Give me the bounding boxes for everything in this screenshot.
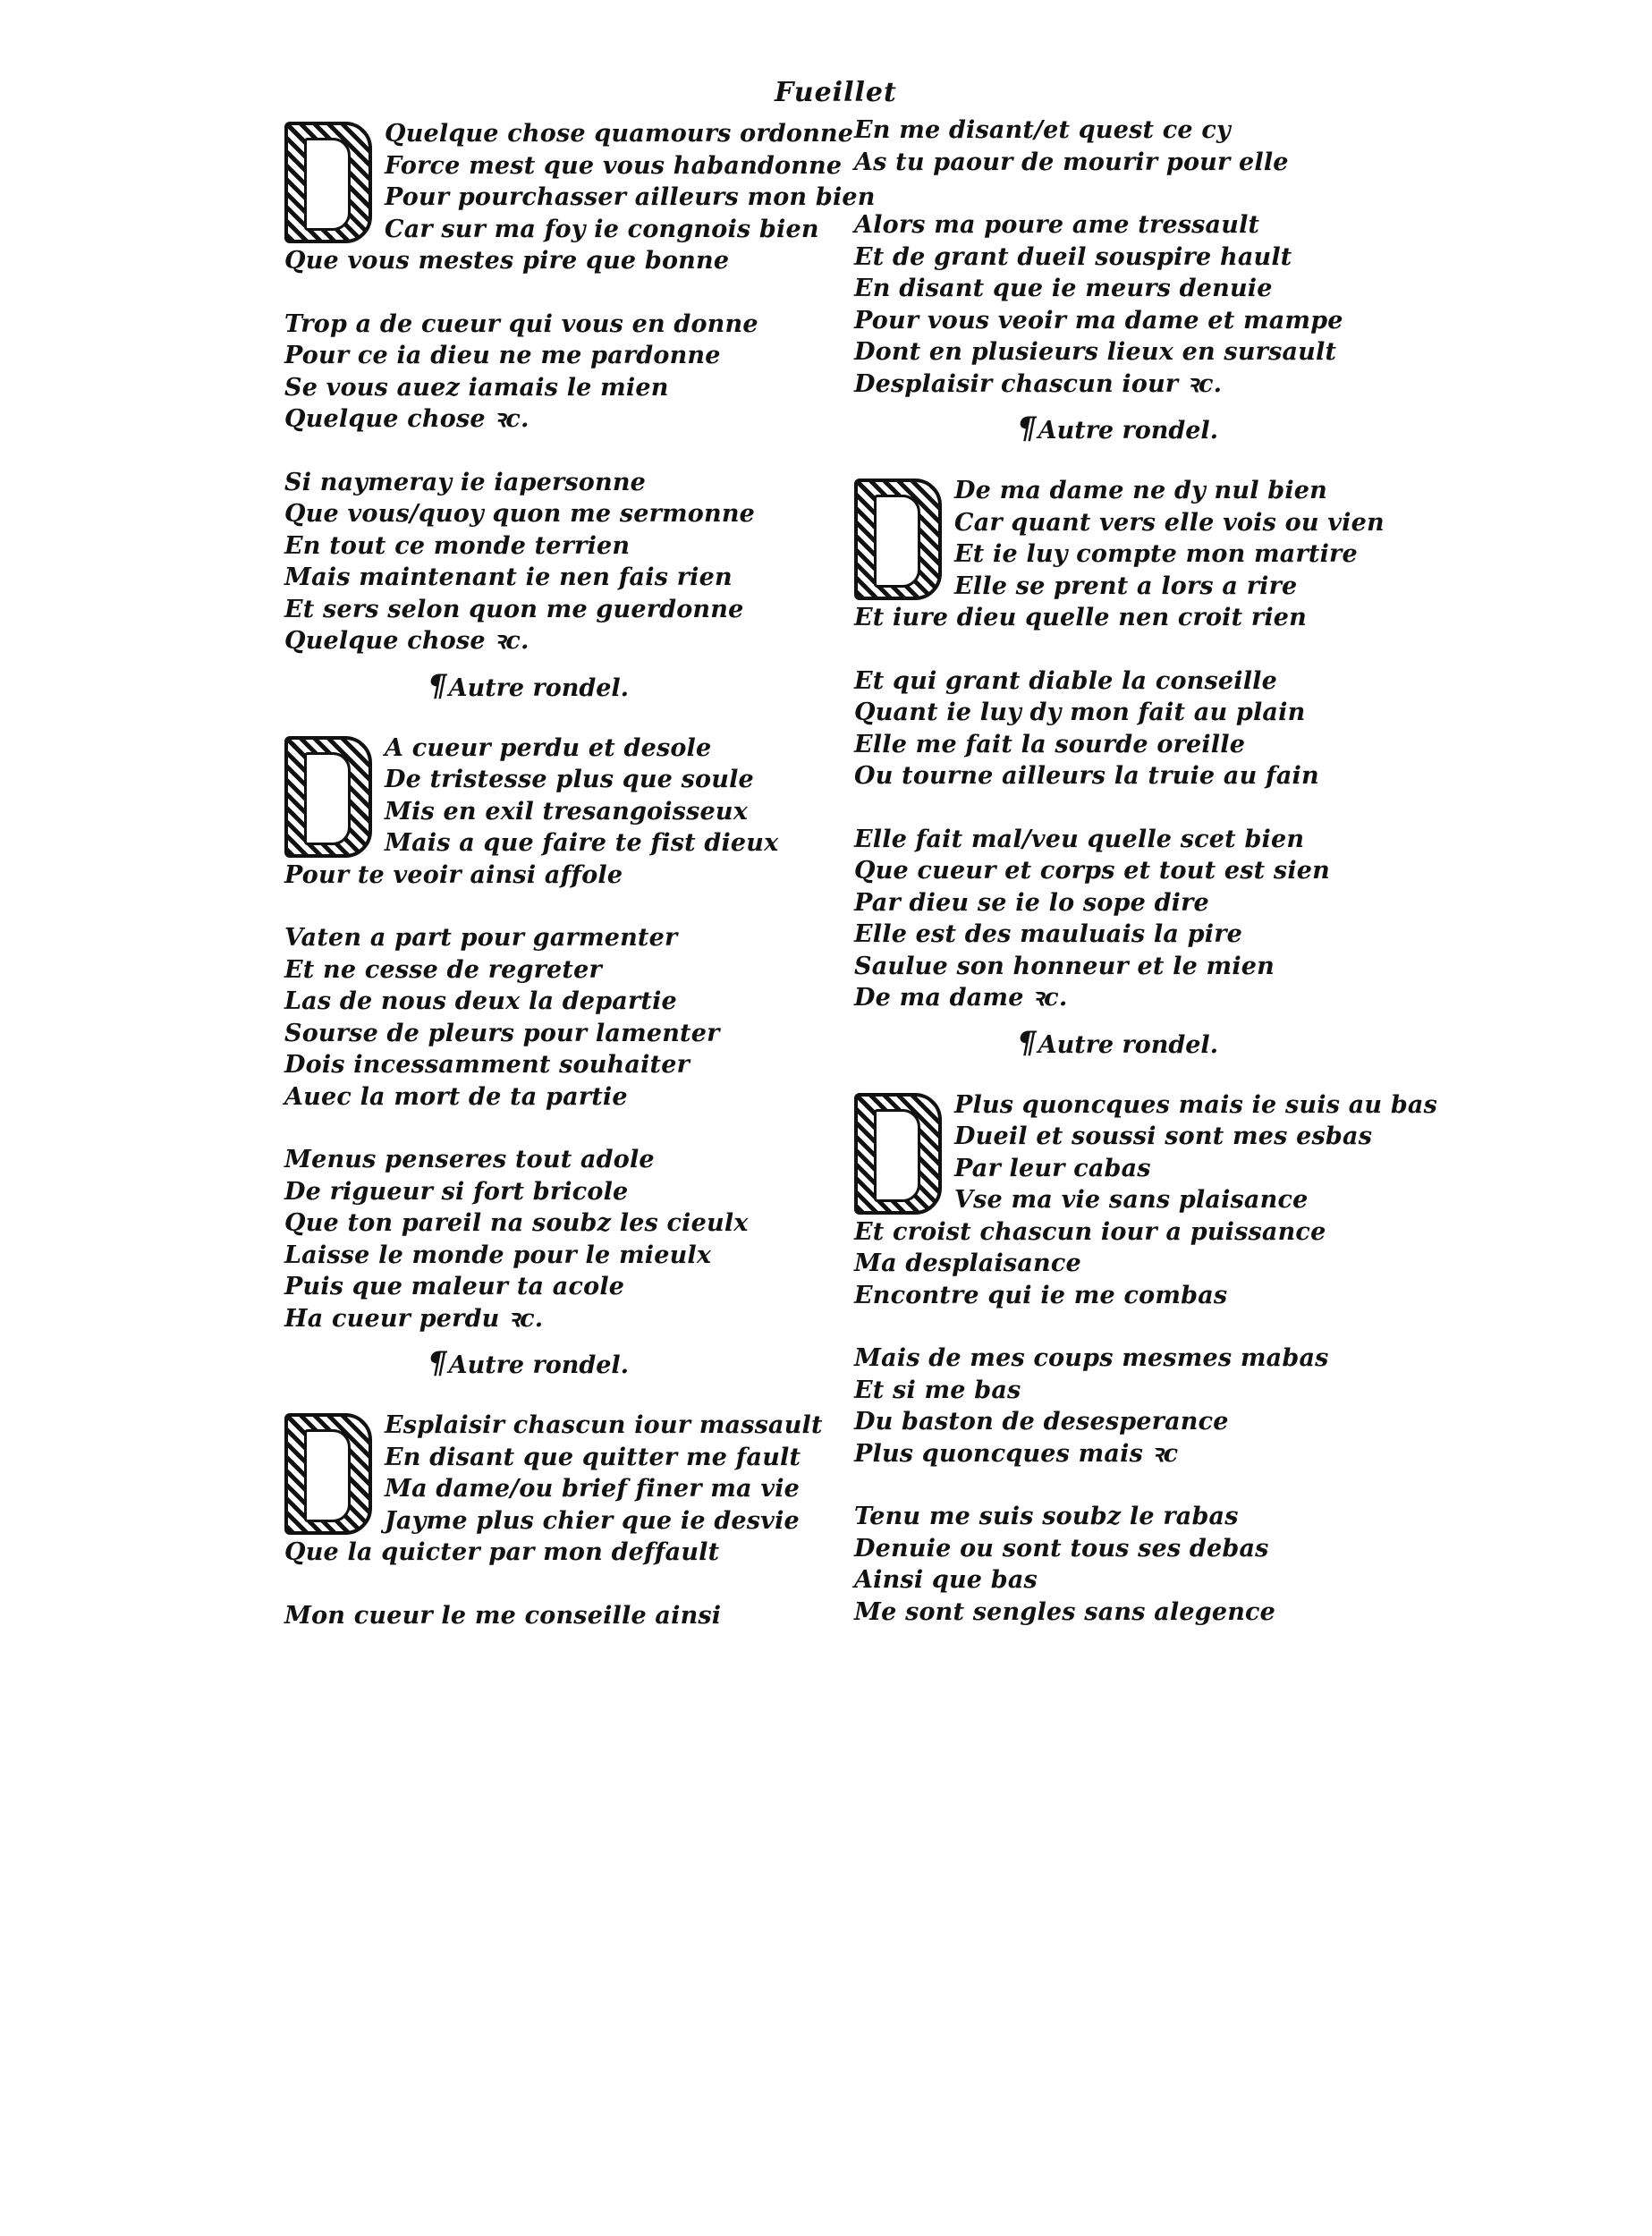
verse-line: Que vous/quoy quon me sermonne <box>284 500 756 528</box>
verse-line: Et ne cesse de regreter <box>284 955 602 984</box>
poem-1 <box>284 118 875 277</box>
verse-line: Ou tourne ailleurs la truie au fain <box>854 762 1319 790</box>
verse-line: Par leur cabas <box>954 1154 1151 1182</box>
pilcrow-icon: ¶ <box>1017 1024 1037 1061</box>
verse-line: As tu paour de mourir pour elle <box>854 148 1289 176</box>
verse-line: Elle se prent a lors a rire <box>954 572 1298 600</box>
verse-line: Encontre qui ie me combas <box>854 1281 1228 1309</box>
verse-line: Las de nous deux la departie <box>284 987 677 1015</box>
section-heading <box>854 412 1444 445</box>
verse-line: Se vous auez iamais le mien <box>284 373 669 402</box>
verse-line: Si naymeray ie iapersonne <box>284 468 647 496</box>
pilcrow-icon: ¶ <box>428 667 447 704</box>
verse-line: Mais maintenant ie nen fais rien <box>284 563 733 591</box>
verse-line: Que la quicter par mon deffault <box>284 1538 720 1566</box>
verse-line: En tout ce monde terrien <box>284 531 631 560</box>
verse-line: Saulue son honneur et le mien <box>854 952 1275 980</box>
verse-line: Et croist chascun iour a puissance <box>854 1217 1326 1246</box>
heading-text: Autre rondel. <box>448 1351 630 1379</box>
verse-line: Tenu me suis soubz le rabas <box>854 1503 1239 1530</box>
decorated-initial-q <box>284 122 372 243</box>
verse-line: Dois incessamment souhaiter <box>284 1051 690 1079</box>
pilcrow-icon: ¶ <box>428 1345 447 1381</box>
poem-4 <box>854 475 1444 634</box>
verse-line: De ma dame ꝛc. <box>854 984 1068 1012</box>
verse-line: Pour te veoir ainsi affole <box>284 860 623 889</box>
section-heading <box>284 667 875 704</box>
decorated-initial-d <box>854 479 942 600</box>
heading-text: Autre rondel. <box>1038 1030 1219 1059</box>
verse-line: De ma dame ne dy nul bien <box>954 477 1328 504</box>
running-title: Fueillet <box>775 77 897 108</box>
verse-line: Et de grant dueil souspire hault <box>854 242 1292 271</box>
verse-line: Quelque chose ꝛc. <box>284 627 529 655</box>
verse-line: Que cueur et corps et tout est sien <box>854 857 1330 885</box>
verse-line: Pour pourchasser ailleurs mon bien <box>385 183 876 211</box>
verse-line: Force mest que vous habandonne <box>385 151 843 180</box>
verse-line: Denuie ou sont tous ses debas <box>854 1534 1269 1563</box>
right-column <box>854 114 1444 1628</box>
verse-line: Du baston de desesperance <box>854 1408 1229 1436</box>
verse-line: Dont en plusieurs lieux en sursault <box>854 338 1337 366</box>
verse-line: Laisse le monde pour le mieulx <box>284 1241 712 1269</box>
verse-line: Quelque chose quamours ordonne <box>385 120 854 148</box>
section-heading <box>854 1024 1444 1061</box>
verse-line: Me sont sengles sans alegence <box>854 1597 1276 1626</box>
verse-line: Et iure dieu quelle nen croit rien <box>854 604 1307 631</box>
verse-line: De tristesse plus que soule <box>385 766 754 793</box>
verse-line: Esplaisir chascun iour massault <box>385 1411 823 1439</box>
poem-3 <box>284 1410 875 1569</box>
verse-line: Jayme plus chier que ie desvie <box>385 1506 800 1535</box>
section-heading <box>284 1347 875 1379</box>
verse-line: Plus quoncques mais ꝛc <box>854 1439 1179 1468</box>
verse-line: Ma dame/ou brief finer ma vie <box>385 1475 801 1503</box>
verse-line: Vse ma vie sans plaisance <box>954 1186 1309 1214</box>
decorated-initial-p <box>854 1093 942 1215</box>
verse-line: En disant que quitter me fault <box>385 1443 801 1471</box>
verse-line: Car sur ma foy ie congnois bien <box>385 215 819 243</box>
verse-line: A cueur perdu et desole <box>385 733 712 762</box>
verse-line: Sourse de pleurs pour lamenter <box>284 1019 720 1047</box>
verse-line: Desplaisir chascun iour ꝛc. <box>854 369 1223 398</box>
verse-line: Ha cueur perdu ꝛc. <box>284 1304 544 1333</box>
verse-line: Et qui grant diable la conseille <box>854 666 1278 695</box>
verse-line: Puis que maleur ta acole <box>284 1273 625 1300</box>
poem-5 <box>854 1089 1444 1312</box>
poem-2 <box>284 733 875 892</box>
decorated-initial-d <box>284 1413 372 1535</box>
verse-line: Ainsi que bas <box>854 1566 1038 1594</box>
verse-line: Elle fait mal/veu quelle scet bien <box>854 825 1305 853</box>
verse-line: Et sers selon quon me guerdonne <box>284 595 744 623</box>
verse-line: Auec la mort de ta partie <box>284 1082 628 1111</box>
verse-line: Que vous mestes pire que bonne <box>284 247 730 275</box>
verse-line: De rigueur si fort bricole <box>284 1177 629 1206</box>
verse-line: Et si me bas <box>854 1376 1021 1404</box>
verse-line: Mais de mes coups mesmes mabas <box>854 1344 1329 1372</box>
heading-text: Autre rondel. <box>1038 417 1219 445</box>
verse-line: Et ie luy compte mon martire <box>954 540 1358 568</box>
verse-line: Pour ce ia dieu ne me pardonne <box>284 342 721 369</box>
pilcrow-icon: ¶ <box>1017 411 1037 446</box>
left-column <box>284 118 875 1631</box>
verse-line: Car quant vers elle vois ou vien <box>954 508 1385 537</box>
verse-line: Quant ie luy dy mon fait au plain <box>854 699 1306 726</box>
verse-line: Mon cueur le me conseille ainsi <box>284 1601 722 1630</box>
verse-line: Ma desplaisance <box>854 1249 1081 1277</box>
verse-line: Mis en exil tresangoisseux <box>385 797 748 826</box>
heading-text: Autre rondel. <box>448 673 630 702</box>
verse-line: Menus penseres tout adole <box>284 1146 655 1173</box>
verse-line: Alors ma poure ame tressault <box>854 211 1260 239</box>
decorated-initial-a <box>284 736 372 858</box>
verse-line: Par dieu se ie lo sope dire <box>854 888 1209 917</box>
verse-line: Que ton pareil na soubz les cieulx <box>284 1209 749 1237</box>
verse-line: En disant que ie meurs denuie <box>854 275 1273 302</box>
verse-line: En me disant/et quest ce cy <box>854 116 1231 144</box>
verse-line: Trop a de cueur qui vous en donne <box>284 309 758 338</box>
verse-line: Quelque chose ꝛc. <box>284 405 529 433</box>
verse-line: Pour vous veoir ma dame et mampe <box>854 306 1343 335</box>
verse-line: Plus quoncques mais ie suis au bas <box>954 1090 1438 1119</box>
verse-line: Elle me fait la sourde oreille <box>854 730 1246 758</box>
verse-line: Dueil et soussi sont mes esbas <box>954 1122 1373 1150</box>
verse-line: Elle est des mauluais la pire <box>854 920 1243 948</box>
verse-line: Vaten a part pour garmenter <box>284 924 678 952</box>
verse-line: Mais a que faire te fist dieux <box>385 829 779 857</box>
